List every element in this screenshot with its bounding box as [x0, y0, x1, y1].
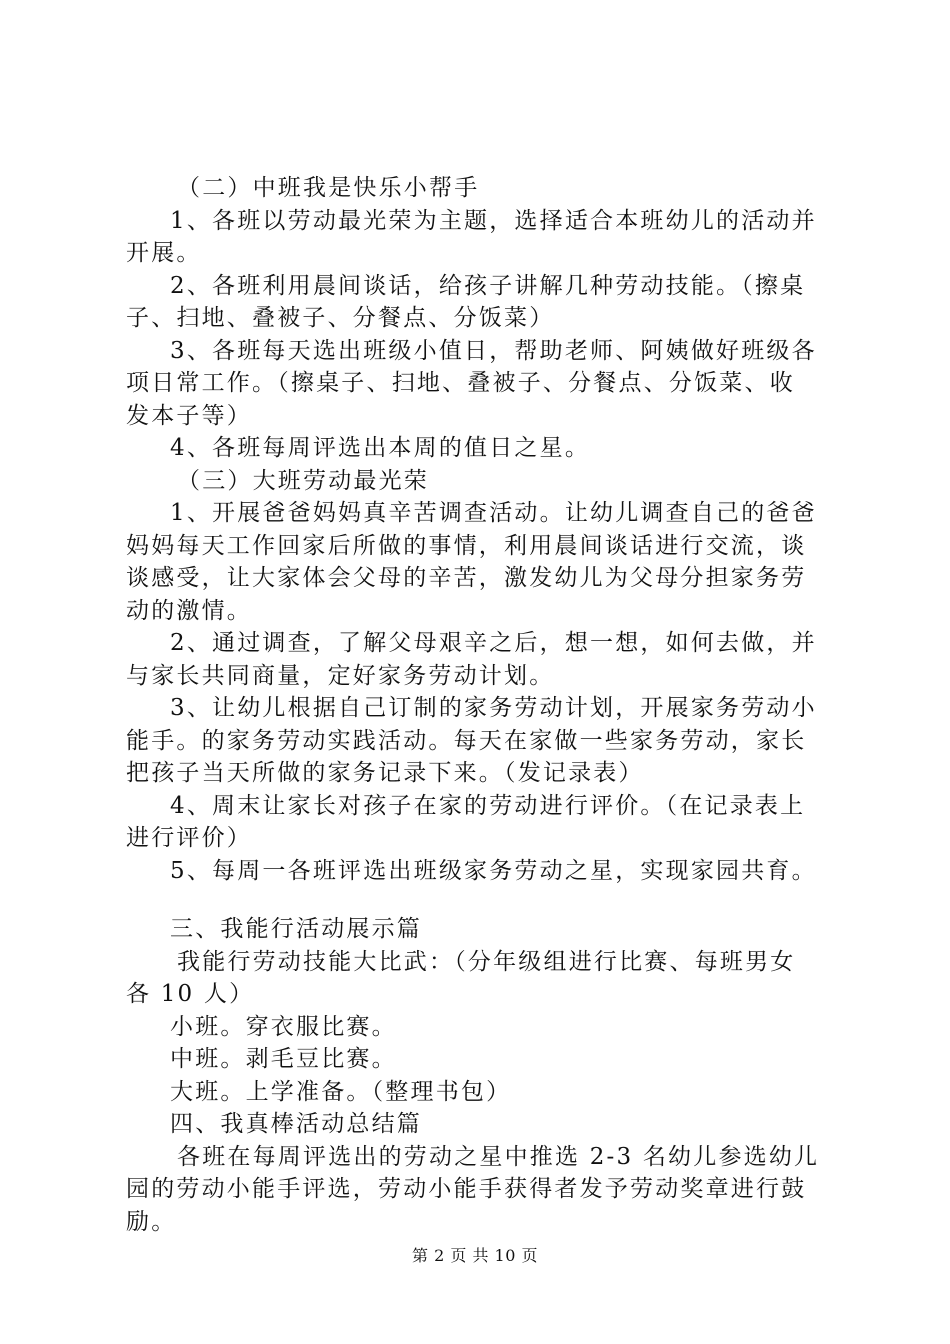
text-line: 大班。上学准备。（整理书包）	[170, 1078, 512, 1105]
text-line: 1、各班以劳动最光荣为主题，选择适合本班幼儿的活动并	[170, 207, 817, 234]
text-line: 妈妈每天工作回家后所做的事情，利用晨间谈话进行交流，谈	[126, 532, 807, 559]
text-line: 2、各班利用晨间谈话，给孩子讲解几种劳动技能。（擦桌	[170, 272, 806, 299]
text-line: 能手。的家务劳动实践活动。每天在家做一些家务劳动，家长	[126, 727, 807, 754]
text-line: 我能行劳动技能大比武：（分年级组进行比赛、每班男女	[177, 948, 796, 975]
text-line: （二）中班我是快乐小帮手	[177, 175, 480, 201]
text-line: 动的激情。	[126, 597, 252, 624]
text-line: 小班。穿衣服比赛。	[170, 1013, 397, 1040]
text-line: 进行评价）	[126, 825, 252, 851]
text-line: 1、开展爸爸妈妈真辛苦调查活动。让幼儿调查自己的爸爸	[170, 500, 817, 526]
text-line: 2、通过调查，了解父母艰辛之后，想一想，如何去做，并	[170, 630, 817, 656]
text-line: 项日常工作。（擦桌子、扫地、叠被子、分餐点、分饭菜、收	[126, 370, 795, 396]
text-line: 4、各班每周评选出本周的值日之星。	[170, 435, 591, 461]
text-line: 5、每周一各班评选出班级家务劳动之星，实现家园共育。	[170, 857, 817, 884]
paragraph-gap	[126, 887, 834, 913]
text-line: 开展。	[126, 240, 202, 266]
text-line: 各 10 人）	[126, 981, 255, 1007]
text-line: 与家长共同商量，定好家务劳动计划。	[126, 662, 555, 689]
text-line: 子、扫地、叠被子、分餐点、分饭菜）	[126, 305, 555, 331]
text-line: 发本子等）	[126, 402, 252, 429]
text-line: 4、周末让家长对孩子在家的劳动进行评价。（在记录表上	[170, 792, 806, 819]
text-line: （三）大班劳动最光荣	[177, 467, 429, 494]
text-line: 把孩子当天所做的家务记录下来。（发记录表）	[126, 760, 644, 786]
text-line: 各班在每周评选出的劳动之星中推选 2-3 名幼儿参选幼儿	[177, 1143, 820, 1170]
text-line: 励。	[126, 1208, 177, 1235]
document-body	[126, 172, 834, 1238]
text-line: 3、各班每天选出班级小值日，帮助老师、阿姨做好班级各	[170, 337, 817, 364]
text-line: 三、我能行活动展示篇	[170, 916, 422, 942]
text-line: 谈感受，让大家体会父母的辛苦，激发幼儿为父母分担家务劳	[126, 565, 807, 591]
page-footer: 第 2 页 共 10 页	[412, 1246, 538, 1265]
text-line: 园的劳动小能手评选，劳动小能手获得者发予劳动奖章进行鼓	[126, 1176, 807, 1202]
text-line: 3、让幼儿根据自己订制的家务劳动计划，开展家务劳动小	[170, 695, 817, 721]
text-line: 中班。剥毛豆比赛。	[170, 1046, 397, 1072]
text-line: 四、我真棒活动总结篇	[170, 1111, 422, 1137]
